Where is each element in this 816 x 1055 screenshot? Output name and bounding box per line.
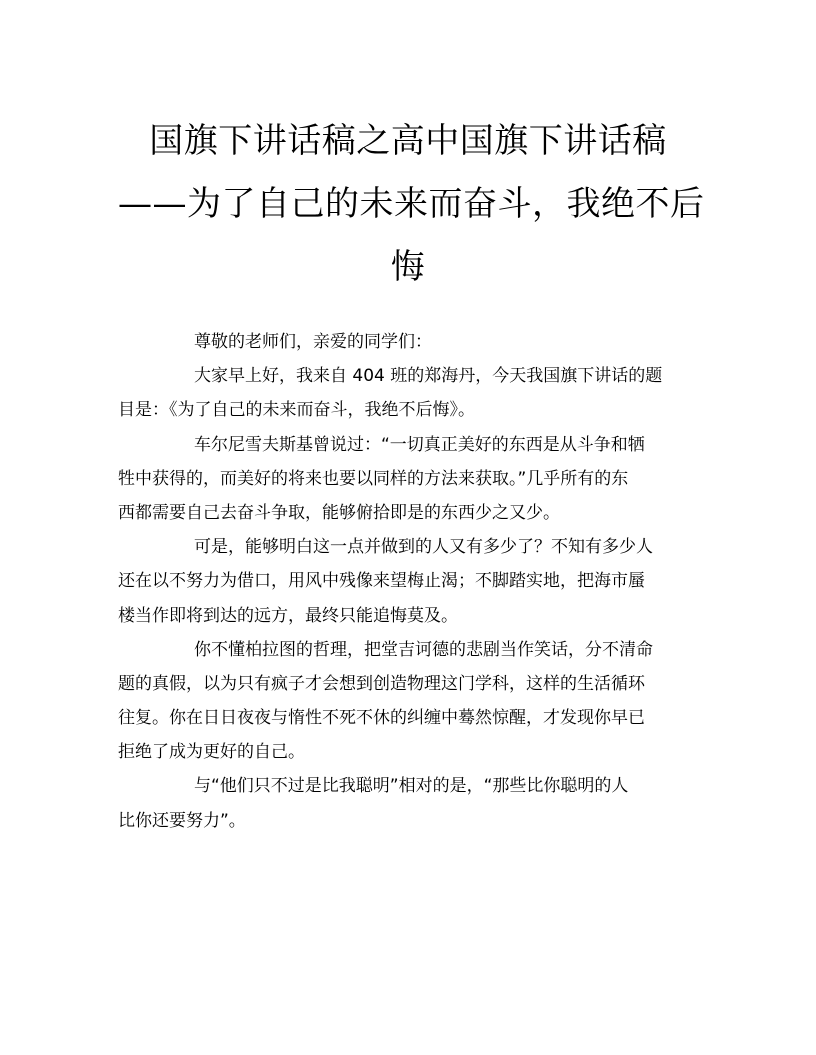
paragraph-intro bbox=[118, 359, 696, 427]
paragraph-line: 牲中获得的，而美好的将来也要以同样的方法来获取。”几乎所有的东 bbox=[118, 468, 629, 489]
paragraph-line: 目是：《为了自己的未来而奋斗，我绝不后悔》。 bbox=[118, 400, 475, 421]
paragraph-line: 可是，能够明白这一点并做到的人又有多少了？不知有多少人 bbox=[194, 537, 653, 558]
paragraph-line: 题的真假，以为只有疯子才会想到创造物理这门学科，这样的生活循环 bbox=[118, 673, 645, 694]
paragraph-line: 你不懂柏拉图的哲理，把堂吉诃德的悲剧当作笑话，分不清命 bbox=[194, 639, 653, 660]
paragraph-line: 与“他们只不过是比我聪明”相对的是，“那些比你聪明的人 bbox=[194, 776, 629, 797]
paragraph-question bbox=[118, 530, 696, 633]
paragraph-line: 还在以不努力为借口，用风中残像来望梅止渴；不脚踏实地，把海市蜃 bbox=[118, 571, 645, 592]
title-line: 国旗下讲话稿之高中国旗下讲话稿 bbox=[149, 121, 667, 161]
title-line: ——为了自己的未来而奋斗，我绝不后 bbox=[118, 184, 705, 224]
paragraph-reflection bbox=[118, 633, 696, 770]
paragraph-contrast bbox=[118, 769, 696, 837]
title-line: 悔 bbox=[390, 247, 426, 287]
document-title bbox=[118, 110, 705, 299]
paragraph-line: 比你还要努力”。 bbox=[118, 810, 246, 831]
paragraph-line: 西都需要自己去奋斗争取，能够俯拾即是的东西少之又少。 bbox=[118, 502, 560, 523]
document-body bbox=[118, 325, 696, 838]
paragraph-line: 大家早上好，我来自 404 班的郑海丹，今天我国旗下讲话的题 bbox=[194, 366, 663, 387]
paragraph-line: 拒绝了成为更好的自己。 bbox=[118, 742, 305, 763]
paragraph-quote bbox=[118, 428, 696, 531]
paragraph-greeting bbox=[118, 325, 696, 359]
paragraph-line: 尊敬的老师们，亲爱的同学们： bbox=[194, 332, 432, 352]
paragraph-line: 车尔尼雪夫斯基曾说过：“一切真正美好的东西是从斗争和牺 bbox=[194, 434, 645, 455]
paragraph-line: 楼当作即将到达的远方，最终只能追悔莫及。 bbox=[118, 605, 458, 626]
paragraph-line: 往复。你在日日夜夜与惰性不死不休的纠缠中蓦然惊醒，才发现你早已 bbox=[118, 708, 645, 729]
